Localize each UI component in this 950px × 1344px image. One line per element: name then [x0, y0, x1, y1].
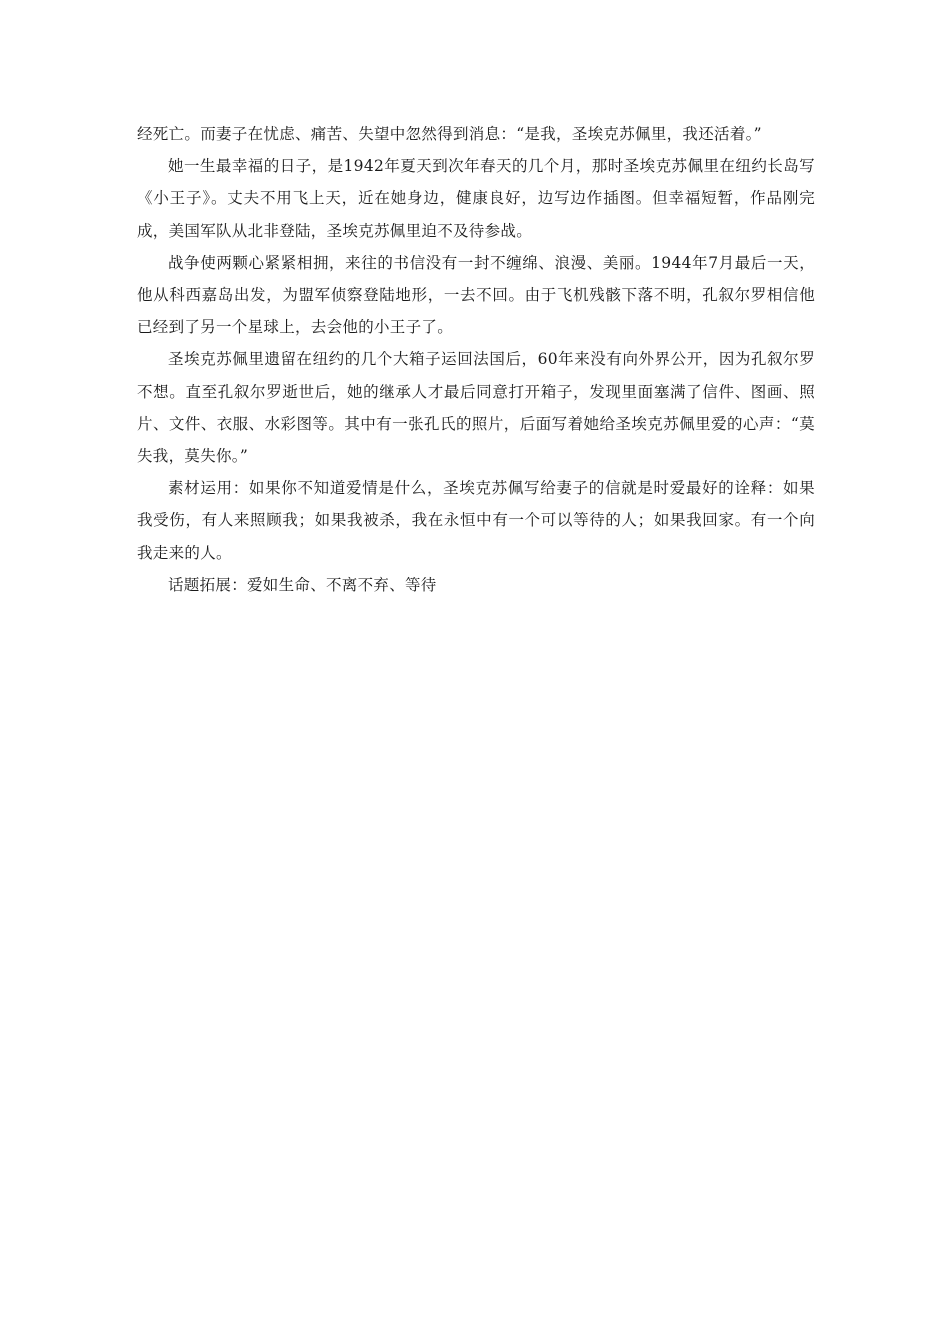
paragraph-topic-extension: 话题拓展：爱如生命、不离不弃、等待 — [168, 575, 437, 594]
paragraph-material-use: 素材运用：如果你不知道爱情是什么，圣埃克苏佩写给妻子的信就是时爱最好的诠释：如果我受伤，有人来照顾我；如果我被杀，我在永恒中有一个可以等待的人；如果我回家。有一个向我走来的人。 — [137, 479, 815, 562]
paragraph-happiest-days: 她一生最幸福的日子，是1942年夏天到次年春天的几个月，那时圣埃克苏佩里在纽约长岛写《小王子》。丈夫不用飞上天，近在她身边，健康良好，边写边作插图。但幸福短暂，作品刚完成，美国军队从北非登陆，圣埃克苏佩里迫不及待参战。 — [137, 157, 815, 240]
paragraph-continuation: 经死亡。而妻子在忧虑、痛苦、失望中忽然得到消息：“是我，圣埃克苏佩里，我还活着。” — [137, 125, 762, 143]
document-body — [137, 118, 815, 601]
paragraph-boxes: 圣埃克苏佩里遗留在纽约的几个大箱子运回法国后，60年来没有向外界公开，因为孔叙尔罗不想。直至孔叙尔罗逝世后，她的继承人才最后同意打开箱子，发现里面塞满了信件、图画、照片、文件、衣服、水彩图等。其中有一张孔氏的照片，后面写着她给圣埃克苏佩里爱的心声：“莫失我，莫失你。” — [137, 350, 815, 466]
paragraph-war-letters: 战争使两颗心紧紧相拥，来往的书信没有一封不缠绵、浪漫、美丽。1944年7月最后一天，他从科西嘉岛出发，为盟军侦察登陆地形，一去不回。由于飞机残骸下落不明，孔叙尔罗相信他已经到了另一个星球上，去会他的小王子了。 — [137, 253, 815, 337]
